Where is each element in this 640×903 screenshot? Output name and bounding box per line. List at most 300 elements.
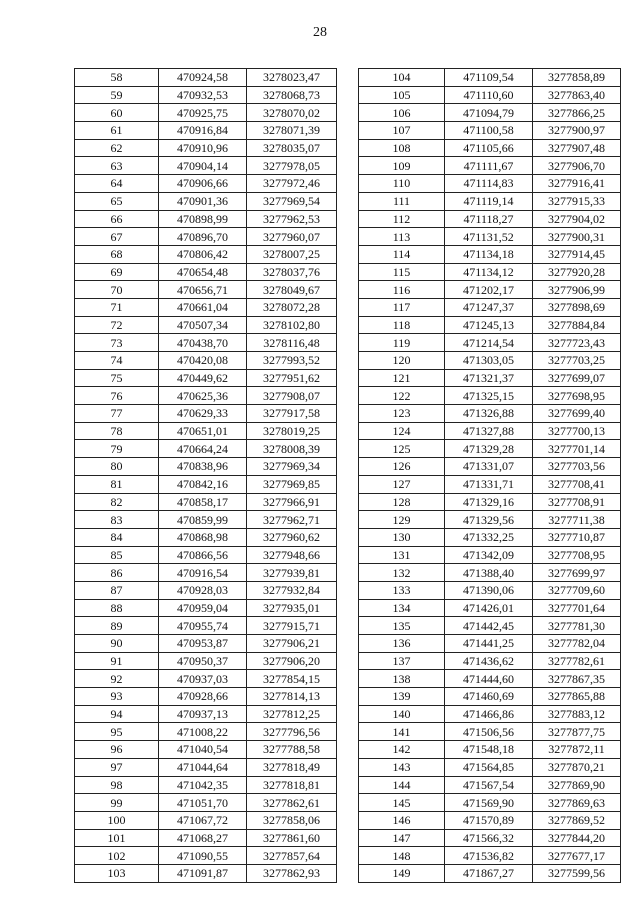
- point-number-cell: 114: [359, 245, 445, 263]
- y-coordinate-cell: 3277906,20: [247, 652, 337, 670]
- table-row: [75, 422, 337, 440]
- x-coordinate-cell: 471460,69: [445, 688, 533, 706]
- table-row: [75, 104, 337, 122]
- point-number-cell: 94: [75, 705, 159, 723]
- y-coordinate-cell: 3277872,11: [533, 741, 621, 759]
- y-coordinate-cell: 3277858,06: [247, 811, 337, 829]
- x-coordinate-cell: 471114,83: [445, 175, 533, 193]
- y-coordinate-cell: 3277869,63: [533, 794, 621, 812]
- y-coordinate-cell: 3277966,91: [247, 493, 337, 511]
- y-coordinate-cell: 3277867,35: [533, 670, 621, 688]
- point-number-cell: 111: [359, 192, 445, 210]
- table-row: [359, 440, 621, 458]
- table-row: [75, 652, 337, 670]
- x-coordinate-cell: 470507,34: [159, 316, 247, 334]
- table-row: [75, 387, 337, 405]
- point-number-cell: 118: [359, 316, 445, 334]
- x-coordinate-cell: 470950,37: [159, 652, 247, 670]
- table-row: [359, 599, 621, 617]
- point-number-cell: 66: [75, 210, 159, 228]
- y-coordinate-cell: 3277969,54: [247, 192, 337, 210]
- y-coordinate-cell: 3277993,52: [247, 352, 337, 370]
- x-coordinate-cell: 470859,99: [159, 511, 247, 529]
- table-row: [359, 69, 621, 87]
- point-number-cell: 72: [75, 316, 159, 334]
- x-coordinate-cell: 471100,58: [445, 122, 533, 140]
- point-number-cell: 120: [359, 352, 445, 370]
- y-coordinate-cell: 3277951,62: [247, 369, 337, 387]
- point-number-cell: 91: [75, 652, 159, 670]
- x-coordinate-cell: 471325,15: [445, 387, 533, 405]
- point-number-cell: 142: [359, 741, 445, 759]
- x-coordinate-cell: 471131,52: [445, 228, 533, 246]
- table-row: [75, 599, 337, 617]
- table-row: [359, 528, 621, 546]
- table-row: [75, 458, 337, 476]
- x-coordinate-cell: 471570,89: [445, 811, 533, 829]
- y-coordinate-cell: 3278023,47: [247, 69, 337, 87]
- coordinates-table-left: [74, 68, 337, 883]
- point-number-cell: 92: [75, 670, 159, 688]
- point-number-cell: 110: [359, 175, 445, 193]
- y-coordinate-cell: 3277978,05: [247, 157, 337, 175]
- table-row: [75, 316, 337, 334]
- point-number-cell: 98: [75, 776, 159, 794]
- table-row: [359, 334, 621, 352]
- y-coordinate-cell: 3277916,41: [533, 175, 621, 193]
- x-coordinate-cell: 471564,85: [445, 758, 533, 776]
- point-number-cell: 131: [359, 546, 445, 564]
- y-coordinate-cell: 3277900,31: [533, 228, 621, 246]
- point-number-cell: 90: [75, 635, 159, 653]
- table-row: [359, 228, 621, 246]
- x-coordinate-cell: 470901,36: [159, 192, 247, 210]
- y-coordinate-cell: 3277709,60: [533, 581, 621, 599]
- table-row: [359, 316, 621, 334]
- y-coordinate-cell: 3277862,61: [247, 794, 337, 812]
- table-row: [75, 635, 337, 653]
- y-coordinate-cell: 3277723,43: [533, 334, 621, 352]
- y-coordinate-cell: 3277796,56: [247, 723, 337, 741]
- y-coordinate-cell: 3277865,88: [533, 688, 621, 706]
- x-coordinate-cell: 470651,01: [159, 422, 247, 440]
- x-coordinate-cell: 471567,54: [445, 776, 533, 794]
- point-number-cell: 140: [359, 705, 445, 723]
- point-number-cell: 77: [75, 405, 159, 423]
- y-coordinate-cell: 3277969,34: [247, 458, 337, 476]
- coordinates-table-right: [358, 68, 621, 883]
- table-row: [75, 511, 337, 529]
- x-coordinate-cell: 471327,88: [445, 422, 533, 440]
- table-row: [359, 794, 621, 812]
- y-coordinate-cell: 3277703,56: [533, 458, 621, 476]
- x-coordinate-cell: 470625,36: [159, 387, 247, 405]
- table-row: [75, 369, 337, 387]
- y-coordinate-cell: 3277782,04: [533, 635, 621, 653]
- point-number-cell: 147: [359, 829, 445, 847]
- x-coordinate-cell: 471040,54: [159, 741, 247, 759]
- y-coordinate-cell: 3277907,48: [533, 139, 621, 157]
- x-coordinate-cell: 470656,71: [159, 281, 247, 299]
- y-coordinate-cell: 3278037,76: [247, 263, 337, 281]
- x-coordinate-cell: 470838,96: [159, 458, 247, 476]
- y-coordinate-cell: 3277698,95: [533, 387, 621, 405]
- x-coordinate-cell: 470959,04: [159, 599, 247, 617]
- point-number-cell: 132: [359, 564, 445, 582]
- y-coordinate-cell: 3277699,07: [533, 369, 621, 387]
- point-number-cell: 148: [359, 847, 445, 865]
- table-row: [359, 829, 621, 847]
- y-coordinate-cell: 3277972,46: [247, 175, 337, 193]
- x-coordinate-cell: 471214,54: [445, 334, 533, 352]
- x-coordinate-cell: 470868,98: [159, 528, 247, 546]
- x-coordinate-cell: 471867,27: [445, 864, 533, 882]
- point-number-cell: 146: [359, 811, 445, 829]
- x-coordinate-cell: 471329,16: [445, 493, 533, 511]
- y-coordinate-cell: 3277599,56: [533, 864, 621, 882]
- table-row: [359, 245, 621, 263]
- table-row: [75, 581, 337, 599]
- y-coordinate-cell: 3278035,07: [247, 139, 337, 157]
- table-row: [359, 387, 621, 405]
- table-row: [75, 475, 337, 493]
- table-row: [359, 86, 621, 104]
- y-coordinate-cell: 3277948,66: [247, 546, 337, 564]
- y-coordinate-cell: 3277818,49: [247, 758, 337, 776]
- table-row: [359, 670, 621, 688]
- y-coordinate-cell: 3277781,30: [533, 617, 621, 635]
- x-coordinate-cell: 471118,27: [445, 210, 533, 228]
- point-number-cell: 116: [359, 281, 445, 299]
- table-row: [75, 617, 337, 635]
- table-row: [359, 741, 621, 759]
- table-row: [75, 192, 337, 210]
- table-row: [75, 546, 337, 564]
- table-row: [75, 334, 337, 352]
- table-row: [75, 69, 337, 87]
- x-coordinate-cell: 471202,17: [445, 281, 533, 299]
- y-coordinate-cell: 3277935,01: [247, 599, 337, 617]
- table-row: [75, 705, 337, 723]
- point-number-cell: 144: [359, 776, 445, 794]
- point-number-cell: 93: [75, 688, 159, 706]
- x-coordinate-cell: 470806,42: [159, 245, 247, 263]
- point-number-cell: 61: [75, 122, 159, 140]
- point-number-cell: 76: [75, 387, 159, 405]
- y-coordinate-cell: 3277818,81: [247, 776, 337, 794]
- x-coordinate-cell: 471134,12: [445, 263, 533, 281]
- point-number-cell: 81: [75, 475, 159, 493]
- x-coordinate-cell: 471331,07: [445, 458, 533, 476]
- table-row: [359, 104, 621, 122]
- x-coordinate-cell: 471247,37: [445, 298, 533, 316]
- point-number-cell: 67: [75, 228, 159, 246]
- point-number-cell: 102: [75, 847, 159, 865]
- table-row: [359, 564, 621, 582]
- table-row: [75, 758, 337, 776]
- y-coordinate-cell: 3277854,15: [247, 670, 337, 688]
- table-row: [359, 688, 621, 706]
- point-number-cell: 108: [359, 139, 445, 157]
- point-number-cell: 80: [75, 458, 159, 476]
- table-row: [359, 493, 621, 511]
- x-coordinate-cell: 470955,74: [159, 617, 247, 635]
- y-coordinate-cell: 3277939,81: [247, 564, 337, 582]
- table-row: [75, 528, 337, 546]
- x-coordinate-cell: 471321,37: [445, 369, 533, 387]
- y-coordinate-cell: 3278116,48: [247, 334, 337, 352]
- point-number-cell: 115: [359, 263, 445, 281]
- y-coordinate-cell: 3278019,25: [247, 422, 337, 440]
- table-row: [75, 228, 337, 246]
- y-coordinate-cell: 3277677,17: [533, 847, 621, 865]
- y-coordinate-cell: 3277920,28: [533, 263, 621, 281]
- y-coordinate-cell: 3277932,84: [247, 581, 337, 599]
- point-number-cell: 139: [359, 688, 445, 706]
- point-number-cell: 71: [75, 298, 159, 316]
- table-row: [359, 175, 621, 193]
- table-row: [359, 758, 621, 776]
- point-number-cell: 86: [75, 564, 159, 582]
- point-number-cell: 129: [359, 511, 445, 529]
- y-coordinate-cell: 3277866,25: [533, 104, 621, 122]
- x-coordinate-cell: 470937,03: [159, 670, 247, 688]
- table-row: [75, 493, 337, 511]
- x-coordinate-cell: 470953,87: [159, 635, 247, 653]
- x-coordinate-cell: 471444,60: [445, 670, 533, 688]
- table-row: [359, 458, 621, 476]
- x-coordinate-cell: 471110,60: [445, 86, 533, 104]
- table-row: [359, 475, 621, 493]
- x-coordinate-cell: 471094,79: [445, 104, 533, 122]
- x-coordinate-cell: 471105,66: [445, 139, 533, 157]
- y-coordinate-cell: 3277788,58: [247, 741, 337, 759]
- y-coordinate-cell: 3277906,70: [533, 157, 621, 175]
- point-number-cell: 60: [75, 104, 159, 122]
- y-coordinate-cell: 3278070,02: [247, 104, 337, 122]
- y-coordinate-cell: 3278102,80: [247, 316, 337, 334]
- y-coordinate-cell: 3277883,12: [533, 705, 621, 723]
- y-coordinate-cell: 3277960,62: [247, 528, 337, 546]
- point-number-cell: 149: [359, 864, 445, 882]
- point-number-cell: 128: [359, 493, 445, 511]
- y-coordinate-cell: 3278007,25: [247, 245, 337, 263]
- point-number-cell: 103: [75, 864, 159, 882]
- x-coordinate-cell: 470858,17: [159, 493, 247, 511]
- point-number-cell: 143: [359, 758, 445, 776]
- y-coordinate-cell: 3277877,75: [533, 723, 621, 741]
- y-coordinate-cell: 3277710,87: [533, 528, 621, 546]
- table-row: [75, 298, 337, 316]
- point-number-cell: 70: [75, 281, 159, 299]
- x-coordinate-cell: 471044,64: [159, 758, 247, 776]
- table-row: [75, 281, 337, 299]
- x-coordinate-cell: 470910,96: [159, 139, 247, 157]
- table-row: [359, 422, 621, 440]
- y-coordinate-cell: 3277917,58: [247, 405, 337, 423]
- y-coordinate-cell: 3277814,13: [247, 688, 337, 706]
- table-row: [75, 847, 337, 865]
- point-number-cell: 89: [75, 617, 159, 635]
- table-row: [75, 352, 337, 370]
- y-coordinate-cell: 3277900,97: [533, 122, 621, 140]
- x-coordinate-cell: 470661,04: [159, 298, 247, 316]
- y-coordinate-cell: 3277915,33: [533, 192, 621, 210]
- y-coordinate-cell: 3277869,90: [533, 776, 621, 794]
- y-coordinate-cell: 3277699,40: [533, 405, 621, 423]
- table-row: [359, 635, 621, 653]
- table-row: [359, 776, 621, 794]
- y-coordinate-cell: 3277861,60: [247, 829, 337, 847]
- point-number-cell: 117: [359, 298, 445, 316]
- table-row: [359, 652, 621, 670]
- x-coordinate-cell: 471426,01: [445, 599, 533, 617]
- point-number-cell: 65: [75, 192, 159, 210]
- point-number-cell: 97: [75, 758, 159, 776]
- x-coordinate-cell: 470654,48: [159, 263, 247, 281]
- x-coordinate-cell: 471042,35: [159, 776, 247, 794]
- table-row: [359, 352, 621, 370]
- x-coordinate-cell: 471090,55: [159, 847, 247, 865]
- point-number-cell: 121: [359, 369, 445, 387]
- x-coordinate-cell: 471569,90: [445, 794, 533, 812]
- point-number-cell: 69: [75, 263, 159, 281]
- x-coordinate-cell: 471436,62: [445, 652, 533, 670]
- x-coordinate-cell: 471548,18: [445, 741, 533, 759]
- point-number-cell: 124: [359, 422, 445, 440]
- table-row: [359, 281, 621, 299]
- table-row: [359, 581, 621, 599]
- table-row: [359, 811, 621, 829]
- x-coordinate-cell: 471303,05: [445, 352, 533, 370]
- point-number-cell: 96: [75, 741, 159, 759]
- point-number-cell: 73: [75, 334, 159, 352]
- table-row: [359, 369, 621, 387]
- x-coordinate-cell: 471008,22: [159, 723, 247, 741]
- table-row: [359, 617, 621, 635]
- y-coordinate-cell: 3277812,25: [247, 705, 337, 723]
- point-number-cell: 130: [359, 528, 445, 546]
- table-row: [75, 829, 337, 847]
- x-coordinate-cell: 471390,06: [445, 581, 533, 599]
- x-coordinate-cell: 471051,70: [159, 794, 247, 812]
- x-coordinate-cell: 471134,18: [445, 245, 533, 263]
- x-coordinate-cell: 470420,08: [159, 352, 247, 370]
- y-coordinate-cell: 3277700,13: [533, 422, 621, 440]
- x-coordinate-cell: 471441,25: [445, 635, 533, 653]
- point-number-cell: 126: [359, 458, 445, 476]
- x-coordinate-cell: 470896,70: [159, 228, 247, 246]
- point-number-cell: 63: [75, 157, 159, 175]
- x-coordinate-cell: 471506,56: [445, 723, 533, 741]
- table-row: [359, 298, 621, 316]
- x-coordinate-cell: 471329,56: [445, 511, 533, 529]
- table-row: [359, 405, 621, 423]
- x-coordinate-cell: 470449,62: [159, 369, 247, 387]
- table-row: [75, 776, 337, 794]
- y-coordinate-cell: 3277904,02: [533, 210, 621, 228]
- x-coordinate-cell: 470629,33: [159, 405, 247, 423]
- table-row: [75, 564, 337, 582]
- point-number-cell: 68: [75, 245, 159, 263]
- x-coordinate-cell: 470904,14: [159, 157, 247, 175]
- point-number-cell: 141: [359, 723, 445, 741]
- point-number-cell: 75: [75, 369, 159, 387]
- table-row: [75, 741, 337, 759]
- point-number-cell: 62: [75, 139, 159, 157]
- point-number-cell: 99: [75, 794, 159, 812]
- point-number-cell: 78: [75, 422, 159, 440]
- y-coordinate-cell: 3277914,45: [533, 245, 621, 263]
- point-number-cell: 79: [75, 440, 159, 458]
- y-coordinate-cell: 3278071,39: [247, 122, 337, 140]
- x-coordinate-cell: 471331,71: [445, 475, 533, 493]
- y-coordinate-cell: 3277711,38: [533, 511, 621, 529]
- y-coordinate-cell: 3277708,91: [533, 493, 621, 511]
- x-coordinate-cell: 471067,72: [159, 811, 247, 829]
- y-coordinate-cell: 3277906,21: [247, 635, 337, 653]
- y-coordinate-cell: 3277701,64: [533, 599, 621, 617]
- table-row: [75, 263, 337, 281]
- point-number-cell: 109: [359, 157, 445, 175]
- table-row: [75, 405, 337, 423]
- y-coordinate-cell: 3277699,97: [533, 564, 621, 582]
- page-number: 28: [313, 25, 327, 40]
- y-coordinate-cell: 3277898,69: [533, 298, 621, 316]
- point-number-cell: 85: [75, 546, 159, 564]
- table-row: [359, 864, 621, 882]
- table-row: [359, 847, 621, 865]
- y-coordinate-cell: 3277858,89: [533, 69, 621, 87]
- x-coordinate-cell: 470924,58: [159, 69, 247, 87]
- table-row: [75, 245, 337, 263]
- table-row: [75, 122, 337, 140]
- y-coordinate-cell: 3277863,40: [533, 86, 621, 104]
- point-number-cell: 58: [75, 69, 159, 87]
- point-number-cell: 83: [75, 511, 159, 529]
- point-number-cell: 112: [359, 210, 445, 228]
- x-coordinate-cell: 471329,28: [445, 440, 533, 458]
- y-coordinate-cell: 3277703,25: [533, 352, 621, 370]
- y-coordinate-cell: 3277908,07: [247, 387, 337, 405]
- table-row: [359, 192, 621, 210]
- table-row: [75, 670, 337, 688]
- y-coordinate-cell: 3277969,85: [247, 475, 337, 493]
- x-coordinate-cell: 471119,14: [445, 192, 533, 210]
- point-number-cell: 88: [75, 599, 159, 617]
- x-coordinate-cell: 471442,45: [445, 617, 533, 635]
- table-row: [75, 723, 337, 741]
- y-coordinate-cell: 3277862,93: [247, 864, 337, 882]
- table-row: [359, 705, 621, 723]
- x-coordinate-cell: 470932,53: [159, 86, 247, 104]
- x-coordinate-cell: 470928,66: [159, 688, 247, 706]
- y-coordinate-cell: 3277962,71: [247, 511, 337, 529]
- x-coordinate-cell: 470925,75: [159, 104, 247, 122]
- y-coordinate-cell: 3277962,53: [247, 210, 337, 228]
- table-row: [359, 139, 621, 157]
- point-number-cell: 101: [75, 829, 159, 847]
- table-row: [75, 688, 337, 706]
- x-coordinate-cell: 471326,88: [445, 405, 533, 423]
- y-coordinate-cell: 3278068,73: [247, 86, 337, 104]
- y-coordinate-cell: 3278008,39: [247, 440, 337, 458]
- point-number-cell: 113: [359, 228, 445, 246]
- x-coordinate-cell: 470916,54: [159, 564, 247, 582]
- point-number-cell: 105: [359, 86, 445, 104]
- x-coordinate-cell: 471342,09: [445, 546, 533, 564]
- x-coordinate-cell: 471466,86: [445, 705, 533, 723]
